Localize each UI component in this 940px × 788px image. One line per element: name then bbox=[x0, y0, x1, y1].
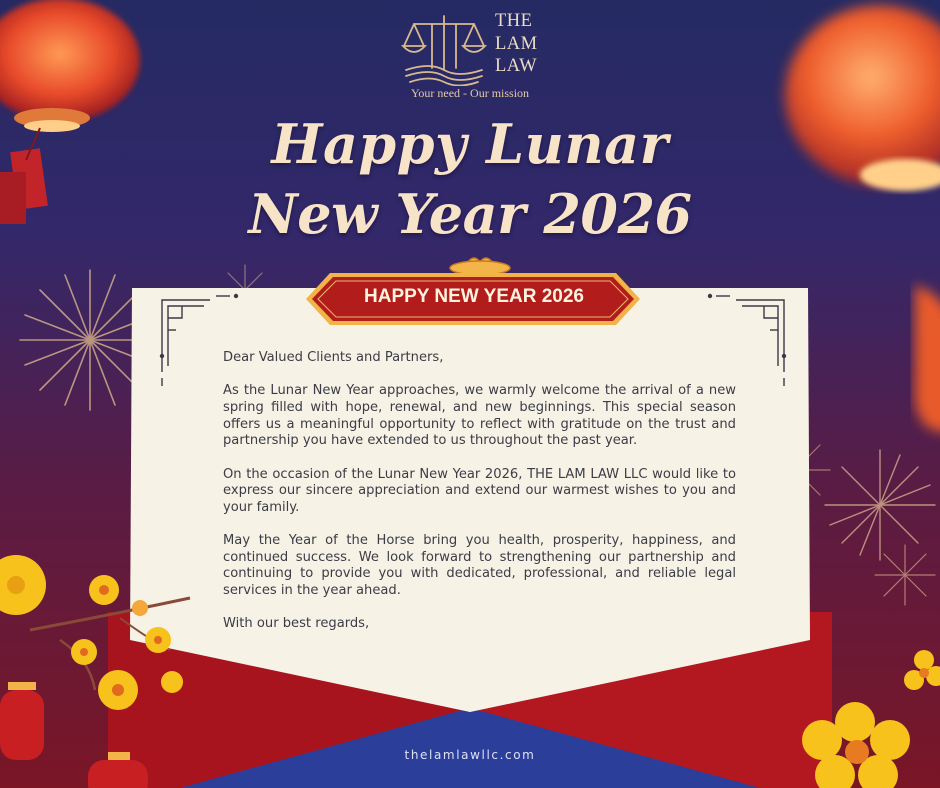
firework-icon bbox=[825, 450, 935, 560]
banner-title: HAPPY NEW YEAR 2026 bbox=[364, 286, 584, 307]
letter-paragraph: As the Lunar New Year approaches, we warmly welcome the arrival of a new spring filled with hope, renewal, and new beginnings. This special season offers us a meaningful opportunity to reflect with gratitude on the trust and partnership you have extended to us throughout the past year. bbox=[223, 383, 736, 449]
brand-name-line: LAW bbox=[495, 56, 538, 76]
brand-name-line: LAM bbox=[495, 33, 538, 54]
brand-name bbox=[495, 10, 538, 78]
scales-of-justice-icon bbox=[400, 12, 488, 86]
firework-icon bbox=[875, 545, 935, 605]
letter-closing: With our best regards, bbox=[223, 616, 370, 632]
headline-line-2: New Year 2026 bbox=[248, 182, 692, 246]
brand-name-line: THE bbox=[495, 11, 533, 31]
website-url: thelamlawllc.com bbox=[404, 748, 536, 762]
firework-icon bbox=[220, 265, 270, 290]
letter-paragraph: On the occasion of the Lunar New Year 2026, THE LAM LAW LLC would like to express our sincere appreciation and extend our warmest wishes to you and your family. bbox=[223, 466, 736, 515]
headline-line-1: Happy Lunar bbox=[271, 112, 669, 176]
lantern-icon bbox=[0, 0, 140, 224]
letter-paragraph: May the Year of the Horse bring you health, prosperity, happiness, and continued success. We look forward to strengthening our partnership and continuing to provide you with dedicated, professional, and reliable legal services in the year ahead. bbox=[223, 533, 736, 598]
letter-greeting: Dear Valued Clients and Partners, bbox=[223, 350, 444, 365]
tagline: Your need - Our mission bbox=[410, 86, 530, 100]
letter-body bbox=[223, 350, 736, 650]
